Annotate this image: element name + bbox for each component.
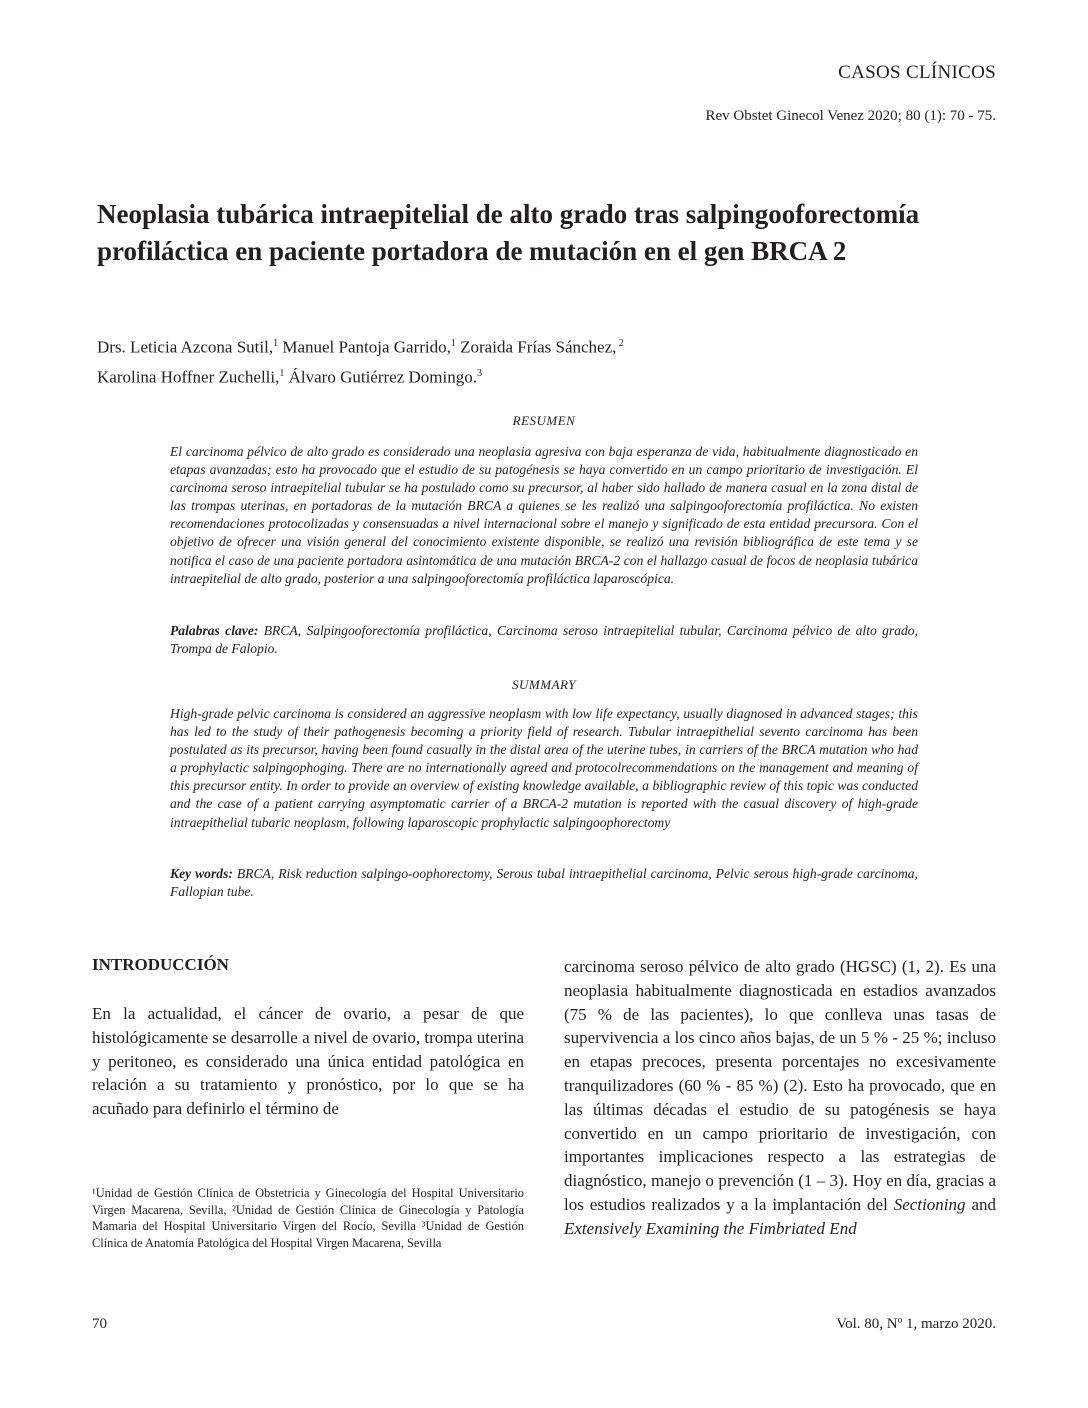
introduccion-right-text xyxy=(564,955,996,1241)
resumen-keywords xyxy=(170,622,918,658)
author-affiliation-mark: 3 xyxy=(477,367,482,379)
body-italic-run: Extensively Examining the Fimbriated End xyxy=(564,1218,857,1238)
resumen-text: El carcinoma pélvico de alto grado es considerado una neoplasia agresiva con baja esperanza de vida, habitualmente diagnosticado en etapas avanzadas; esto ha provocado que el estudio de su patogénesis se haya convertido en un campo prioritario de investigación. El carcinoma seroso intraepitelial tubular se ha postulado como su precursor, al haber sido hallado de manera casual en la zona distal de las trompas uterinas, en portadoras de la mutación BRCA a quienes se les realizó una salpingooforectomía profiláctica. No existen recomendaciones protocolizadas y consensuadas a nivel internacional sobre el manejo y significado de esta entidad precursora. Con el objetivo de ofrecer una visión general del conocimiento existente disponible, se realizó una revisión bibliográfica de este tema y se notifica el caso de una paciente portadora asintomática de una mutación BRCA-2 con el hallazgo casual de focos de neoplasia tubárica intraepitelial de alto grado, posterior a una salpingooforectomía profiláctica laparoscópica. xyxy=(170,444,918,586)
keywords-label: Key words: xyxy=(170,866,233,881)
author-name: Drs. Leticia Azcona Sutil, xyxy=(97,337,274,357)
issue-info: Vol. 80, Nº 1, marzo 2020. xyxy=(836,1316,996,1332)
author-name: Karolina Hoffner Zuchelli, xyxy=(97,367,280,387)
summary-keywords xyxy=(170,865,918,901)
author-name: Álvaro Gutiérrez Domingo. xyxy=(284,367,477,387)
body-text-run: and xyxy=(965,1194,996,1214)
summary-text: High-grade pelvic carcinoma is considered an aggressive neoplasm with low life expectancy, usually diagnosed in advanced stages; this has led to the study of their pathogenesis becoming a priority field of research. Tubular intraepithelial sevento carcinoma has been postulated as its precursor, having been found casually in the distal area of the uterine tubes, in carriers of the BRCA mutation who had a prophylactic salpingophoging. There are no internationally agreed and protocolrecommendations on the management and meaning of this precursor entity. In order to provide an overview of existing knowledge available, a bibliographic review of this topic was conducted and the case of a patient carrying asymptomatic carrier of a BRCA-2 mutation is reported with the casual discovery of high-grade intraepithelial tubaric neoplasm, following laparoscopic prophylactic salpingoophorectomy xyxy=(170,706,918,830)
author-affiliation-mark: 1 xyxy=(279,367,285,379)
author-line-2 xyxy=(97,361,997,391)
page-number: 70 xyxy=(92,1316,107,1332)
introduccion-heading: INTRODUCCIÓN xyxy=(92,955,229,974)
author-affiliation-mark: 1 xyxy=(273,338,279,349)
affiliations-footnote: ¹Unidad de Gestión Clínica de Obstetricia y Ginecología del Hospital Universitario Virgen Macarena, Sevilla, ²Unidad de Gestión Clínica de Ginecología y Patología Mamaria del Hospital Universitario Virgen del Rocío, Sevilla ³Unidad de Gestión Clínica de Anatomía Patológica del Hospital Virgen Macarena, Sevilla xyxy=(92,1186,524,1250)
resumen-heading: RESUMEN xyxy=(512,413,576,428)
keywords-label: Palabras clave: xyxy=(170,623,259,638)
summary-heading: SUMMARY xyxy=(512,677,576,692)
author-name: Zoraida Frías Sánchez, xyxy=(455,337,617,357)
author-affiliation-mark: 1 xyxy=(450,338,456,349)
article-title: Neoplasia tubárica intraepitelial de alto grado tras salpingooforectomía profiláctica en paciente portadora de mutación en el gen BRCA 2 xyxy=(97,199,920,266)
keywords-text: BRCA, Salpingooforectomía profiláctica, Carcinoma seroso intraepitelial tubular, Carcinoma pélvico de alto grado, Trompa de Falopio. xyxy=(170,623,918,657)
body-italic-run: Sectioning xyxy=(893,1194,966,1214)
journal-citation: Rev Obstet Ginecol Venez 2020; 80 (1): 70 - 75. xyxy=(705,108,996,124)
keywords-text: BRCA, Risk reduction salpingo-oophorectomy, Serous tubal intraepithelial carcinoma, Pelvic serous high-grade carcinoma, Fallopian tube. xyxy=(170,866,918,900)
author-name: Manuel Pantoja Garrido, xyxy=(278,337,451,357)
introduccion-left-text: En la actualidad, el cáncer de ovario, a pesar de que histológicamente se desarrolle a nivel de ovario, trompa uterina y peritoneo, es considerado una única entidad patológica en relación a su tratamiento y pronóstico, por lo que se ha acuñado para definirlo el término de xyxy=(92,1004,524,1119)
body-text-run: carcinoma seroso pélvico de alto grado (HGSC) (1, 2). Es una neoplasia habitualmente diagnosticada en estadios avanzados (75 % de las pacientes), lo que conlleva unas tasas de supervivencia a los cinco años bajas, de un 5 % - 25 %; incluso en etapas precoces, presenta porcentajes no excesivamente tranquilizadores (60 % - 85 %) (2). Esto ha provocado, que en las últimas décadas el estudio de su patogénesis se haya convertido en un campo prioritario de investigación, con importantes implicaciones respecto a las estrategias de diagnóstico, manejo o prevención (1 – 3). Hoy en día, gracias a los estudios realizados y a la implantación del xyxy=(564,957,996,1214)
author-line-1 xyxy=(97,331,997,361)
author-list xyxy=(97,331,997,390)
section-label: CASOS CLÍNICOS xyxy=(838,62,996,83)
author-affiliation-mark: 2 xyxy=(616,338,624,349)
